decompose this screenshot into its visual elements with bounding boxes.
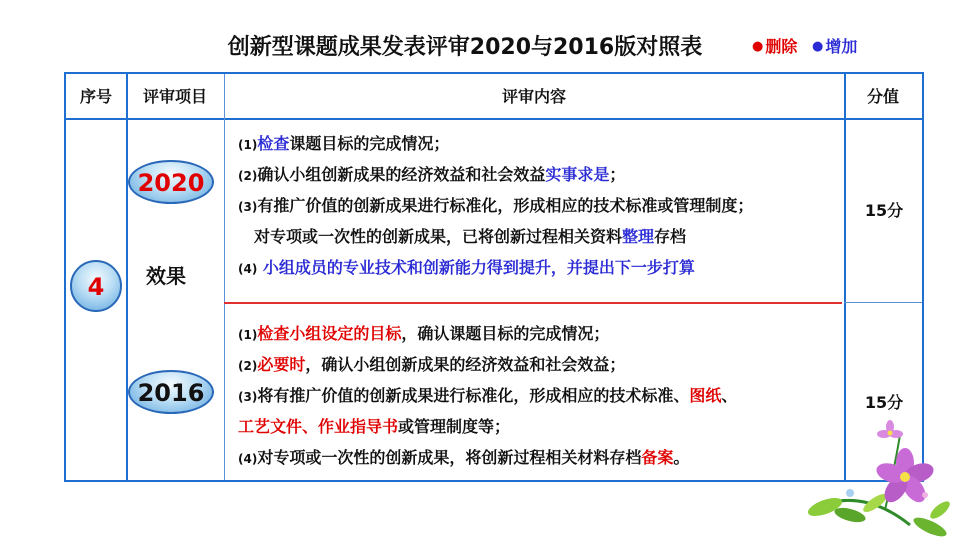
- badge-2020: 2020: [128, 160, 214, 204]
- content-line: (2)必要时，确认小组创新成果的经济效益和社会效益；: [238, 355, 626, 374]
- blue-dot-icon: ●: [812, 39, 824, 54]
- legend-delete: ● 删除: [752, 37, 798, 56]
- badge-2016: 2016: [128, 370, 214, 414]
- header-content: 评审内容: [224, 74, 844, 120]
- content-line: (4)对专项或一次性的创新成果，将创新过程相关材料存档备案。: [238, 448, 690, 467]
- legend-add: ● 增加: [812, 37, 858, 56]
- header-item: 评审项目: [126, 74, 224, 120]
- content-line: (3)有推广价值的创新成果进行标准化，形成相应的技术标准或管理制度；: [238, 196, 754, 215]
- content-2016: [238, 318, 848, 473]
- content-line: (1)检查课题目标的完成情况；: [238, 134, 450, 153]
- score-2020: 15分: [864, 201, 904, 220]
- flower-decoration-icon: [790, 415, 960, 540]
- content-line: 对专项或一次性的创新成果，已将创新过程相关资料整理存档: [254, 227, 687, 246]
- page-title: 创新型课题成果发表评审2020与2016版对照表: [227, 35, 703, 60]
- content-line: (1)检查小组设定的目标，确认课题目标的完成情况；: [238, 324, 610, 343]
- column-divider: [224, 74, 225, 480]
- content-line: (3)将有推广价值的创新成果进行标准化，形成相应的技术标准、图纸、: [238, 386, 738, 405]
- header-score: 分值: [844, 74, 922, 120]
- content-line: (2)确认小组创新成果的经济效益和社会效益实事求是；: [238, 165, 626, 184]
- red-dot-icon: ●: [752, 39, 764, 54]
- column-divider: [126, 74, 128, 480]
- header-seq: 序号: [66, 74, 126, 120]
- score-2016: 15分: [864, 393, 904, 412]
- score-divider: [844, 302, 922, 303]
- content-line: 工艺文件、作业指导书或管理制度等；: [238, 417, 511, 436]
- item-label: 效果: [146, 264, 186, 288]
- seq-badge: 4: [70, 260, 122, 312]
- content-2020: [238, 128, 848, 283]
- version-divider: [224, 302, 842, 304]
- content-line: (4) 小组成员的专业技术和创新能力得到提升，并提出下一步打算: [238, 258, 695, 277]
